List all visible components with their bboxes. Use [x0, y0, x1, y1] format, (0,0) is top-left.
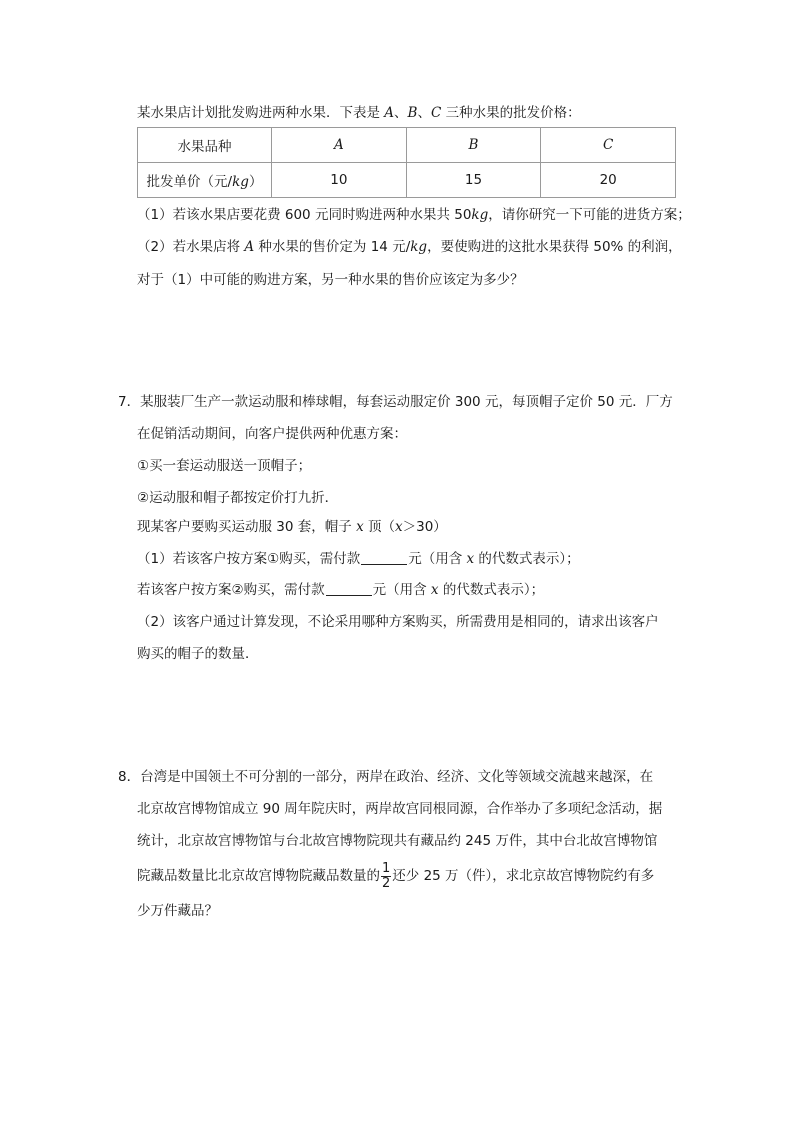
answer-blank[interactable]: [326, 581, 372, 596]
q7-part1b: 若该客户按方案②购买，需付款 元（用含 x 的代数式表示）；: [137, 582, 545, 598]
table-header-a: A: [272, 128, 407, 163]
q7-part2-line2: 购买的帽子的数量．: [137, 646, 259, 662]
q6-part2-line2: 对于（1）中可能的购进方案，另一种水果的售价应该定为多少？: [137, 272, 524, 288]
table-header-b: B: [406, 128, 541, 163]
table-cell-a: 10: [272, 163, 407, 198]
q7-option2: ②运动服和帽子都按定价打九折．: [137, 490, 339, 506]
q7-part2: （2）该客户通过计算发现，不论采用哪种方案购买，所需费用是相同的，请求出该客户: [137, 614, 659, 630]
answer-blank[interactable]: [361, 550, 407, 565]
fraction-one-half: $\frac{1}{2}$: [382, 860, 391, 891]
price-table: [137, 127, 676, 198]
q8-line5: 少万件藏品？: [137, 903, 218, 919]
q7-line1: 7．某服装厂生产一款运动服和棒球帽，每套运动服定价 300 元，每顶帽子定价 50 元．厂方: [118, 394, 673, 410]
table-header-c: C: [541, 128, 676, 163]
q8-line2: 北京故宫博物馆成立 90 周年院庆时，两岸故宫同根同源，合作举办了多项纪念活动，据: [137, 801, 663, 817]
q7-line2: 在促销活动期间，向客户提供两种优惠方案：: [137, 426, 407, 442]
table-row-label: 批发单价（元/kg）: [138, 163, 272, 198]
q8-line3: 统计，北京故宫博物馆与台北故宫博物院现共有藏品约 245 万件，其中台北故宫博物馆: [137, 833, 658, 849]
q7-line5: 现某客户要购买运动服 30 套，帽子 x 顶（x＞30）: [137, 519, 447, 535]
q7-part1: （1）若该客户按方案①购买，需付款 元（用含 x 的代数式表示）；: [137, 551, 580, 567]
q8-line1: 8．台湾是中国领土不可分割的一部分，两岸在政治、经济、文化等领域交流越来越深，在: [118, 769, 654, 785]
q6-part1: （1）若该水果店要花费 600 元同时购进两种水果共 50kg，请你研究一下可能的进货方案；: [137, 207, 691, 223]
table-cell-b: 15: [406, 163, 541, 198]
q8-line4: 院藏品数量比北京故宫博物院藏品数量的 $\frac{1}{2}$ 还少 25 万（件），求北京故宫博物院约有多: [137, 860, 655, 891]
table-header-label: 水果品种: [138, 128, 272, 163]
table-cell-c: 20: [541, 163, 676, 198]
table-row: [138, 128, 676, 163]
table-row: [138, 163, 676, 198]
q6-intro: 某水果店计划批发购进两种水果．下表是 A、B、C 三种水果的批发价格：: [137, 105, 581, 121]
q6-part2: （2）若水果店将 A 种水果的售价定为 14 元/kg，要使购进的这批水果获得 50% 的利润，: [137, 239, 682, 255]
q7-option1: ①买一套运动服送一顶帽子；: [137, 458, 312, 474]
